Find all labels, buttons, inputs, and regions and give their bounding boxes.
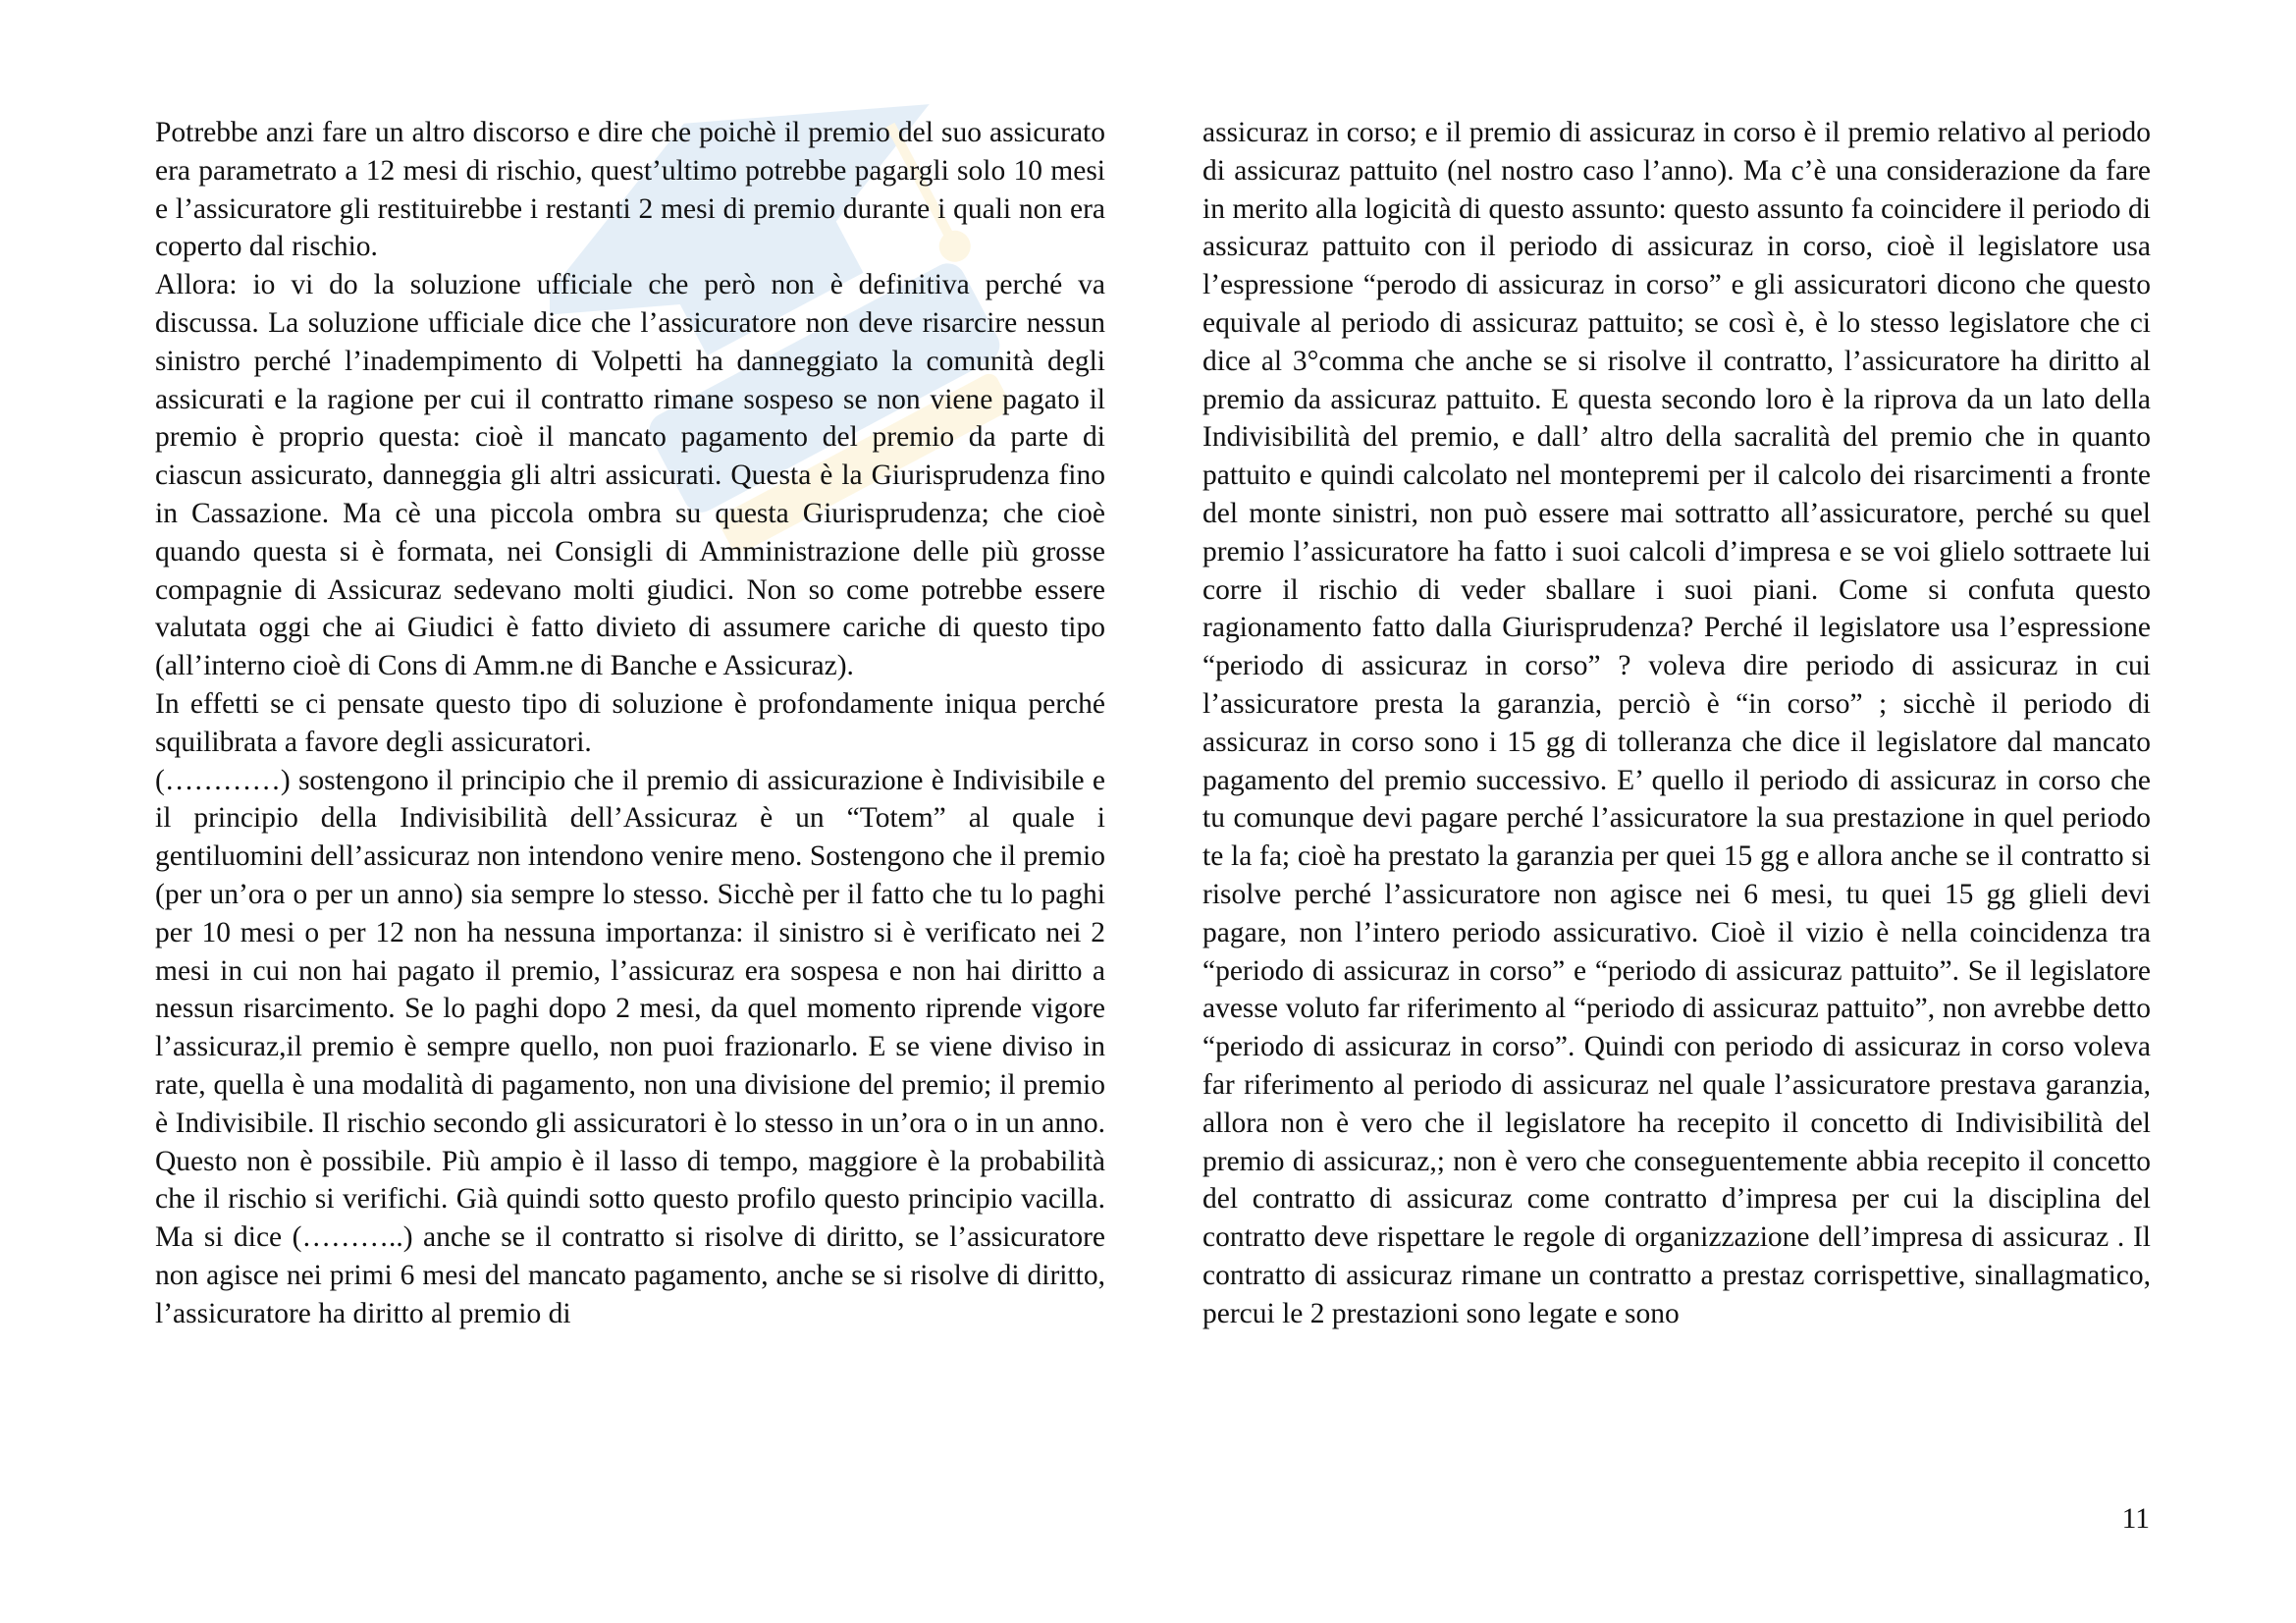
page-number: 11 [2121, 1503, 2150, 1535]
right-text-column [1202, 114, 2151, 1333]
paragraph: Potrebbe anzi fare un altro discorso e dire che poichè il premio del suo assicurato era parametrato a 12 mesi di rischio, quest’ultimo potrebbe pagargli solo 10 mesi e l’assicuratore gli restituirebbe i restanti 2 mesi di premio durante i quali non era coperto dal rischio. [155, 117, 1105, 263]
left-text-column [155, 114, 1105, 1333]
paragraph: assicuraz in corso; e il premio di assicuraz in corso è il premio relativo al periodo di assicuraz pattuito (nel nostro caso l’anno). Ma c’è una considerazione da fare in merito alla logicità di questo assunto: questo assunto fa coincidere il periodo di assicuraz pattuito con il periodo di assicuraz in corso, cioè il legislatore usa l’espressione “perodo di assicuraz in corso” e gli assicuratori dicono che questo equivale al periodo di assicuraz pattuito; se così è, è lo stesso legislatore che ci dice al 3°comma che anche se si risolve il contratto, l’assicuratore ha diritto al premio da assicuraz pattuito. E questa secondo loro è la riprova da un lato della Indivisibilità del premio, e dall’ altro della sacralità del premio che in quanto pattuito e quindi calcolato nel montepremi per il calcolo dei risarcimenti a fronte del monte sinistri, non può essere mai sottratto all’assicuratore, perché su quel premio l’assicuratore ha fatto i suoi calcoli d’impresa e se voi glielo sottraete lui corre il rischio di veder sballare i suoi piani. Come si confuta questo ragionamento fatto dalla Giurisprudenza? Perché il legislatore usa l’espressione “periodo di assicuraz in corso” ? voleva dire periodo di assicuraz in cui l’assicuratore presta la garanzia, perciò è “in corso” ; sicchè il periodo di assicuraz in corso sono i 15 gg di tolleranza che dice il legislatore dal mancato pagamento del premio successivo. E’ quello il periodo di assicuraz in corso che tu comunque devi pagare perché l’assicuratore la sua prestazione in quel periodo te la fa; cioè ha prestato la garanzia per quei 15 gg e allora anche se il contratto si risolve perché l’assicuratore non agisce nei 6 mesi, tu quei 15 gg glieli devi pagare, non l’intero periodo assicurativo. Cioè il vizio è nella coincidenza tra “periodo di assicuraz in corso” e “periodo di assicuraz pattuito”. Se il legislatore avesse voluto far riferimento al “periodo di assicuraz pattuito”, non avrebbe detto “periodo di assicuraz in corso”. Quindi con periodo di assicuraz in corso voleva far riferimento al periodo di assicuraz nel quale l’assicuratore prestava garanzia, allora non è vero che il legislatore ha recepito il concetto di Indivisibilità del premio di assicuraz,; non è vero che conseguentemente abbia recepito il concetto del contratto di assicuraz come contratto d’impresa per cui la disciplina del contratto deve rispettare le regole di organizzazione dell’impresa di assicuraz . Il contratto di assicuraz rimane un contratto a prestaz corrispettive, sinallagmatico, percui le 2 prestazioni sono legate e sono [1202, 117, 2151, 1329]
paragraph: Allora: io vi do la soluzione ufficiale che però non è definitiva perché va discussa. La soluzione ufficiale dice che l’assicuratore non deve risarcire nessun sinistro perché l’inadempimento di Volpetti ha danneggiato la comunità degli assicurati e la ragione per cui il contratto rimane sospeso se non viene pagato il premio è proprio questa: cioè il mancato pagamento del premio da parte di ciascun assicurato, danneggia gli altri assicurati. Questa è la Giurisprudenza fino in Cassazione. Ma cè una piccola ombra su questa Giurisprudenza; che cioè quando questa si è formata, nei Consigli di Amministrazione delle più grosse compagnie di Assicuraz sedevano molti giudici. Non so come potrebbe essere valutata oggi che ai Giudici è fatto divieto di assumere cariche di questo tipo (all’interno cioè di Cons di Amm.ne di Banche e Assicuraz). [155, 269, 1105, 682]
paragraph: (…………) sostengono il principio che il premio di assicurazione è Indivisibile e il principio della Indivisibilità dell’Assicuraz è un “Totem” al quale i gentiluomini dell’assicuraz non intendono venire meno. Sostengono che il premio (per un’ora o per un anno) sia sempre lo stesso. Sicchè per il fatto che tu lo paghi per 10 mesi o per 12 non ha nessuna importanza: il sinistro si è verificato nei 2 mesi in cui non hai pagato il premio, l’assicuraz era sospesa e non hai diritto a nessun risarcimento. Se lo paghi dopo 2 mesi, da quel momento riprende vigore l’assicuraz,il premio è sempre quello, non puoi frazionarlo. E se viene diviso in rate, quella è una modalità di pagamento, non una divisione del premio; il premio è Indivisibile. Il rischio secondo gli assicuratori è lo stesso in un’ora o in un anno. Questo non è possibile. Più ampio è il lasso di tempo, maggiore è la probabilità che il rischio si verifichi. Già quindi sotto questo profilo questo principio vacilla. Ma si dice (………..) anche se il contratto si risolve di diritto, se l’assicuratore non agisce nei primi 6 mesi del mancato pagamento, anche se si risolve di diritto, l’assicuratore ha diritto al premio di [155, 764, 1105, 1329]
paragraph: In effetti se ci pensate questo tipo di soluzione è profondamente iniqua perché squilibrata a favore degli assicuratori. [155, 687, 1105, 758]
